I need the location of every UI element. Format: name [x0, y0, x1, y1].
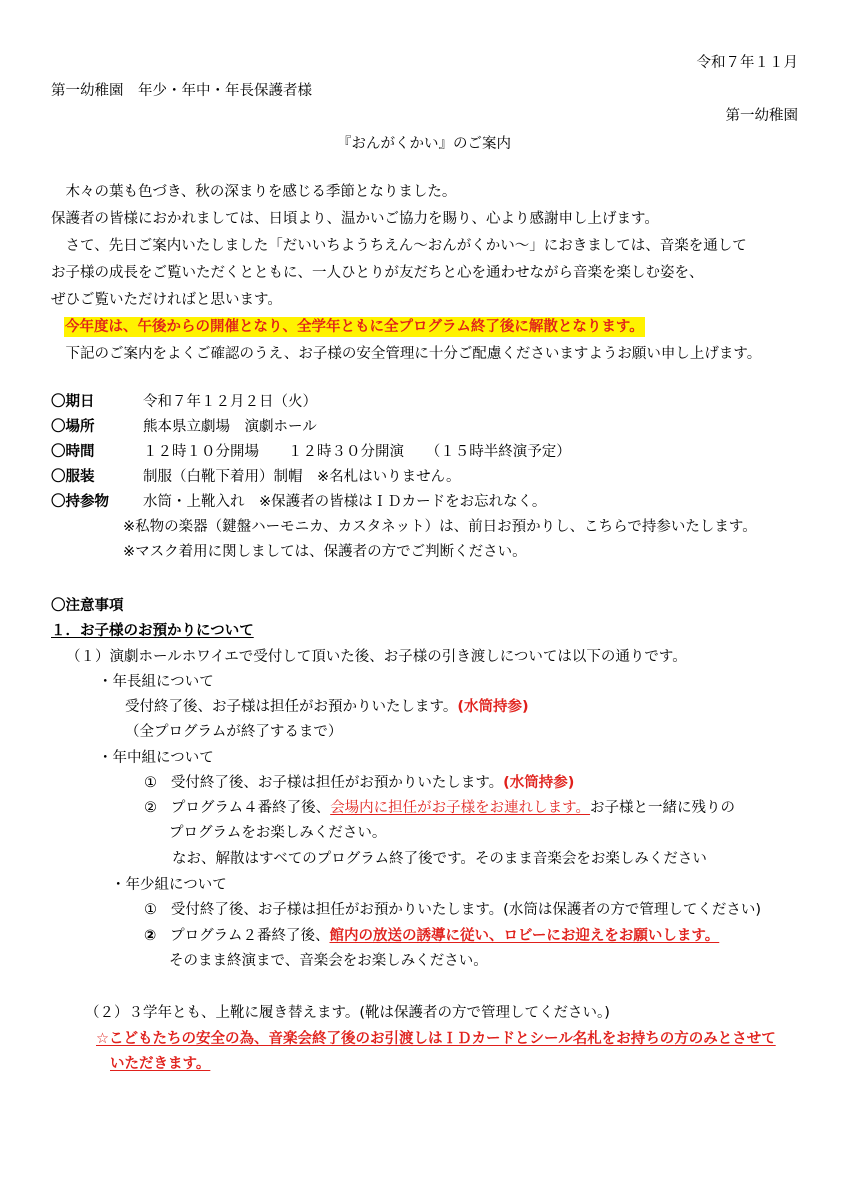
nensho-item-1 [144, 901, 761, 919]
nensho-item-2-line-2: そのまま終演まで、音楽会をお楽しみください。 [169, 953, 488, 969]
nenchu-label: ・年中組について [98, 750, 214, 766]
detail-date-label: 〇期日 [51, 394, 95, 410]
notes-heading: 〇注意事項 [51, 598, 124, 614]
detail-dress-label: 〇服装 [51, 469, 95, 485]
page-title: 『おんがくかい』のご案内 [337, 136, 511, 152]
nencho-label: ・年長組について [98, 674, 214, 690]
detail-items-note-2: ※マスク着用に関しましては、保護者の方でご判断ください。 [123, 544, 527, 560]
nensho-item-1-text: 受付終了後、お子様は担任がお預かりいたします。(水筒は保護者の方で管理してください) [170, 902, 761, 918]
nenchu-item-2 [144, 799, 735, 817]
detail-items-label: 〇持参物 [51, 494, 109, 510]
nensho-label: ・年少組について [111, 877, 227, 893]
nenchu-item-1-number: ① [144, 775, 157, 791]
detail-dress-value: 制服（白靴下着用）制帽 ※名札はいりません。 [143, 469, 461, 485]
sender: 第一幼稚園 [725, 108, 798, 124]
highlight-notice [64, 318, 645, 336]
detail-place [51, 418, 317, 436]
intro-paragraph-6: 下記のご案内をよくご確認のうえ、お子様の安全管理に十分ご配慮くださいますようお願い申し上げます。 [51, 346, 762, 362]
intro-paragraph-5: ぜひご覧いただければと思います。 [51, 292, 282, 308]
nenchu-item-2-line-2: プログラムをお楽しみください。 [169, 825, 387, 841]
nencho-line-2: （全プログラムが終了するまで） [125, 724, 343, 740]
nensho-item-2-text: プログラム２番終了後、 [170, 928, 330, 944]
nenchu-item-2-number: ② [144, 800, 157, 816]
detail-items [51, 493, 546, 511]
nenchu-item-2-line-3: なお、解散はすべてのプログラム終了後です。そのまま音楽会をお楽しみください [172, 851, 707, 867]
section-2: （２）３学年とも、上靴に履き替えます。(靴は保護者の方で管理してください。) [85, 1005, 610, 1021]
section-1-title: １．お子様のお預かりについて [51, 623, 254, 639]
detail-items-note-1: ※私物の楽器（鍵盤ハーモニカ、カスタネット）は、前日お預かりし、こちらで持参いたします。 [123, 519, 757, 535]
detail-time-label: 〇時間 [51, 444, 95, 460]
section-1-intro: （１）演劇ホールホワイエで受付して頂いた後、お子様の引き渡しについては以下の通りです。 [66, 649, 687, 665]
detail-time [51, 443, 571, 461]
detail-dress [51, 468, 461, 486]
warning-line-2: いただきます。 [110, 1056, 211, 1072]
intro-paragraph-1: 木々の葉も色づき、秋の深まりを感じる季節となりました。 [51, 184, 457, 200]
recipients: 第一幼稚園 年少・年中・年長保護者様 [51, 83, 312, 99]
highlight-notice-text: 今年度は、午後からの開催となり、全学年ともに全プログラム終了後に解散となります。 [65, 319, 644, 335]
detail-date-value: 令和７年１２月２日（火） [143, 394, 317, 410]
intro-paragraph-2: 保護者の皆様におかれましては、日頃より、温かいご協力を賜り、心より感謝申し上げます。 [51, 211, 659, 227]
nenchu-water-note: (水筒持参) [503, 775, 575, 791]
nenchu-item-2-after: お子様と一緒に残りの [590, 800, 736, 816]
intro-paragraph-4: お子様の成長をご覧いただくとともに、一人ひとりが友だちと心を通わせながら音楽を楽しむ姿を、 [51, 265, 704, 281]
nencho-line-1-text: 受付終了後、お子様は担任がお預かりいたします。 [125, 699, 458, 715]
nensho-item-2-number: ② [144, 928, 157, 944]
nencho-water-note: (水筒持参) [457, 699, 529, 715]
detail-place-label: 〇場所 [51, 419, 95, 435]
nensho-item-1-number: ① [144, 902, 157, 918]
nenchu-item-2-text: プログラム４番終了後、 [170, 800, 331, 816]
nencho-line-1 [125, 698, 529, 716]
nensho-item-2 [144, 927, 719, 945]
nensho-item-2-emphasis: 館内の放送の誘導に従い、ロビーにお迎えをお願いします。 [329, 928, 720, 944]
nenchu-item-1-text: 受付終了後、お子様は担任がお預かりいたします。 [170, 775, 504, 791]
nenchu-item-2-emphasis: 会場内に担任がお子様をお連れします。 [330, 800, 591, 816]
detail-time-value: １２時１０分開場 １２時３０分開演 （１５時半終演予定） [143, 444, 571, 460]
nenchu-item-1 [144, 774, 574, 792]
document-date: 令和７年１１月 [696, 55, 798, 71]
detail-items-value: 水筒・上靴入れ ※保護者の皆様はＩＤカードをお忘れなく。 [143, 494, 547, 510]
intro-paragraph-3: さて、先日ご案内いたしました「だいいちようちえん～おんがくかい～」におきましては、音楽を通して [51, 238, 747, 254]
detail-place-value: 熊本県立劇場 演劇ホール [143, 419, 317, 435]
warning-line-1: ☆こどもたちの安全の為、音楽会終了後のお引渡しはＩＤカードとシール名札をお持ちの方のみとさせて [96, 1031, 776, 1047]
detail-date [51, 393, 317, 411]
